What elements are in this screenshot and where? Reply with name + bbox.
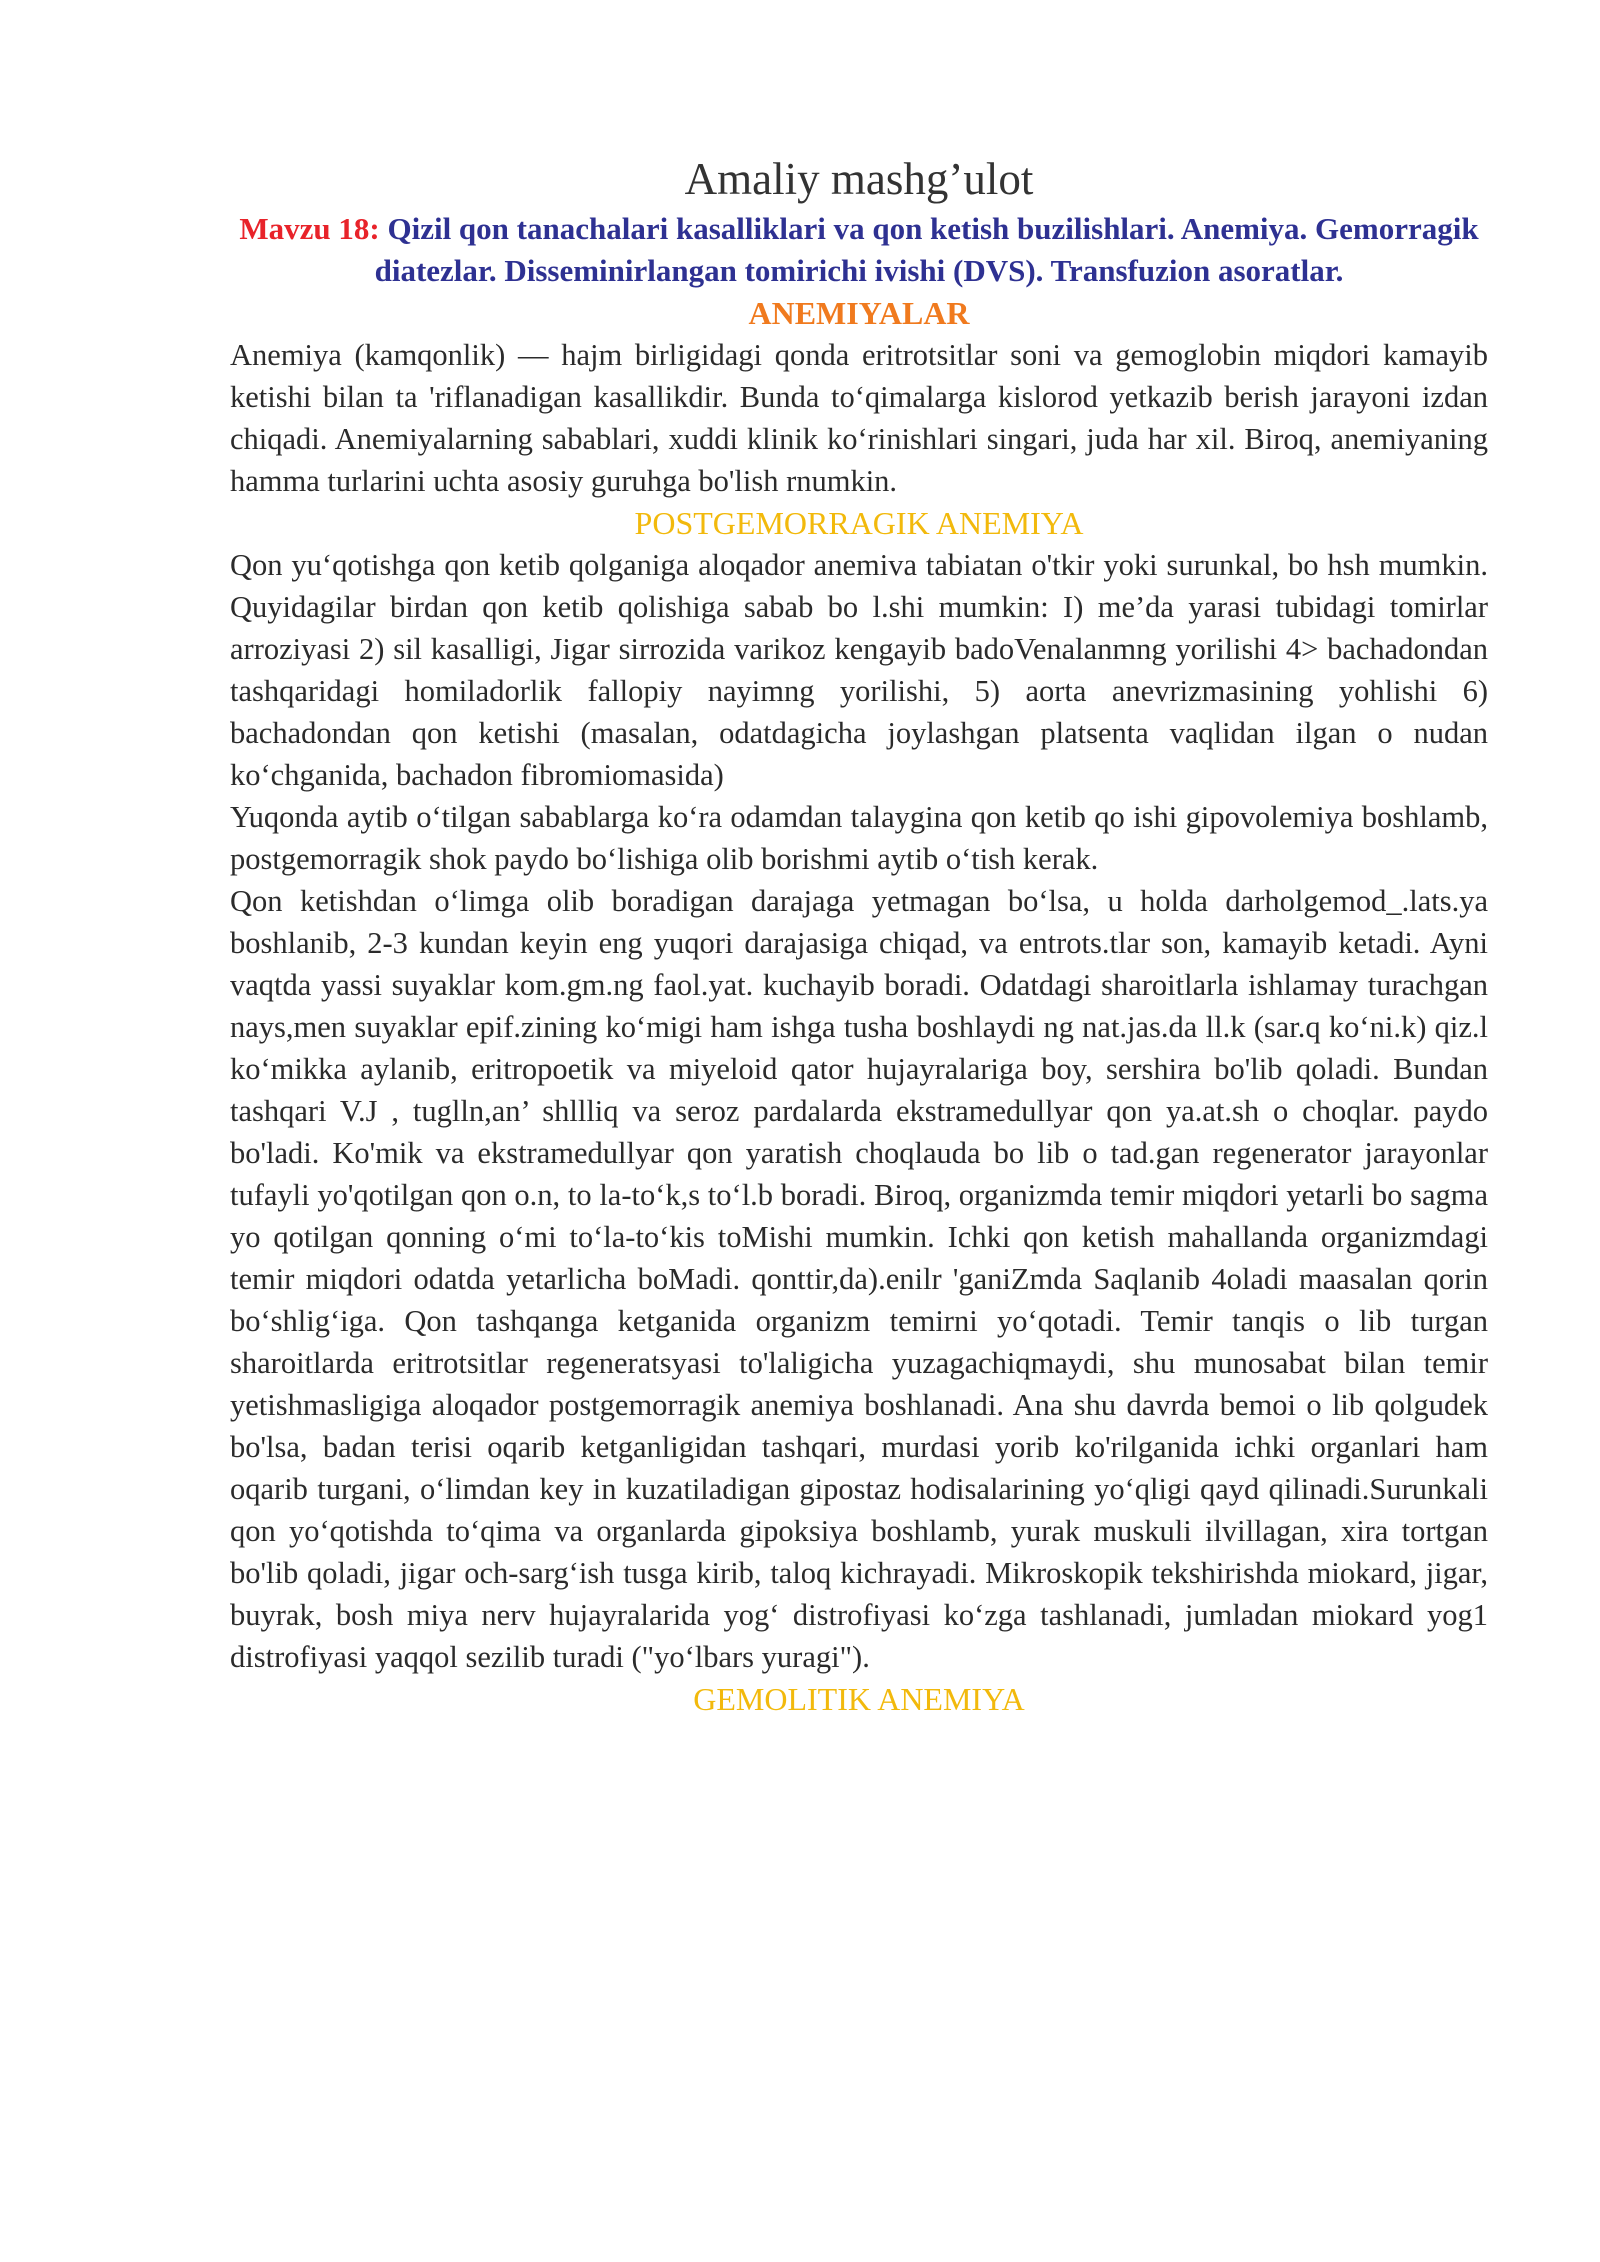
paragraph-hypovolemia: Yuqonda aytib o‘tilgan sabablarga ko‘ra odamdan talaygina qon ketib qo ishi gipovolemiya boshlamb, postgemorragik shok paydo bo‘lishiga olib borishmi aytib o‘tish kerak.	[230, 800, 1488, 876]
section-heading-anemiyalar: ANEMIYALAR	[748, 295, 970, 331]
section-heading-postgemorragik: POSTGEMORRAGIK ANEMIYA	[634, 505, 1084, 541]
document-page	[230, 150, 1488, 1720]
paragraph-intro: Anemiya (kamqonlik) — hajm birligidagi qonda eritrotsitlar soni va gemoglobin miqdori kamayib ketishi bilan ta 'riflanadigan kasallikdir. Bunda to‘qimalarga kislorod yetkazib berish jarayoni izdan chiqadi. Anemiyalarning sabablari, xuddi klinik ko‘rinishlari singari, juda har xil. Biroq, anemiyaning hamma turlarini uchta asosiy guruhga bo'lish rnumkin.	[230, 338, 1488, 498]
paragraph-pathology: Qon ketishdan o‘limga olib boradigan darajaga yetmagan bo‘lsa, u holda darholgemod_.lats.ya boshlanib, 2-3 kundan keyin eng yuqori darajasiga chiqad, va entrots.tlar son, kamayib ketadi. Ayni vaqtda yassi suyaklar kom.gm.ng faol.yat. kuchayib boradi. Odatdagi sharoitlarla ishlamay turachgan nays,men suyaklar epif.zining ko‘migi ham ishga tusha boshlaydi ng nat.jas.da ll.k (sar.q ko‘ni.k) qiz.l ko‘mikka aylanib, eritropoetik va miyeloid qator hujayralariga boy, sershira bo'lib qoladi. Bundan tashqari V.J , tuglln,an’ shllliq va seroz pardalarda ekstramedullyar qon ya.at.sh o choqlar. paydo bo'ladi. Ko'mik va ekstramedullyar qon yaratish choqlauda bo lib o tad.gan regenerator jarayonlar tufayli yo'qotilgan qon o.n, to la-to‘k,s to‘l.b boradi. Biroq, organizmda temir miqdori yetarli bo sagma yo qotilgan qonning o‘mi to‘la-to‘kis toMishi mumkin. Ichki qon ketish mahallanda organizmdagi temir miqdori odatda yetarlicha boMadi. qonttir,da).enilr 'ganiZmda Saqlanib 4oladi maasalan qorin bo‘shlig‘iga. Qon tashqanga ketganida organizm temirni yo‘qotadi. Temir tanqis o lib turgan sharoitlarda eritrotsitlar regeneratsyasi to'laligicha yuzagachiqmaydi, shu munosabat bilan temir yetishmasligiga aloqador postgemorragik anemiya boshlanadi. Ana shu davrda bemoi o lib qolgudek bo'lsa, badan terisi oqarib ketganligidan tashqari, murdasi yorib ko'rilganida ichki organlari ham oqarib turgani, o‘limdan key in kuzatiladigan gipostaz hodisalarining yo‘qligi qayd qilinadi.Surunkali qon yo‘qotishda to‘qima va organlarda gipoksiya boshlamb, yurak muskuli ilvillagan, xira tortgan bo'lib qoladi, jigar och-sarg‘ish tusga kirib, taloq kichrayadi. Mikroskopik tekshirishda miokard, jigar, buyrak, bosh miya nerv hujayralarida yog‘ distrofiyasi ko‘zga tashlanadi, jumladan miokard yog1 distrofiyasi yaqqol sezilib turadi ("yo‘lbars yuragi").	[230, 884, 1488, 1674]
topic-text: Qizil qon tanachalari kasalliklari va qon ketish buzilishlari. Anemiya. Gemorragik diatezlar. Disseminirlangan tomirichi ivishi (DVS). Transfuzion asoratlar.	[374, 211, 1479, 288]
page-title: Amaliy mashg’ulot	[684, 154, 1034, 204]
topic-heading	[230, 208, 1488, 292]
paragraph-causes: Qon yu‘qotishga qon ketib qolganiga aloqador anemiva tabiatan o'tkir yoki surunkal, bo hsh mumkin. Quyidagilar birdan qon ketib qolishiga sabab bo l.shi mumkin: I) me’da yarasi tubidagi tomirlar arroziyasi 2) sil kasalligi, Jigar sirrozida varikoz kengayib badoVenalanmng yorilishi 4> bachadondan tashqaridagi homiladorlik fallopiy nayimng yorilishi, 5) aorta anevrizmasining yohlishi 6) bachadondan qon ketishi (masalan, odatdagicha joylashgan platsenta vaqlidan ilgan o nudan ko‘chganida, bachadon fibromiomasida)	[230, 548, 1488, 792]
section-heading-gemolitik: GEMOLITIK ANEMIYA	[693, 1681, 1025, 1717]
topic-prefix: Mavzu 18:	[239, 211, 380, 246]
